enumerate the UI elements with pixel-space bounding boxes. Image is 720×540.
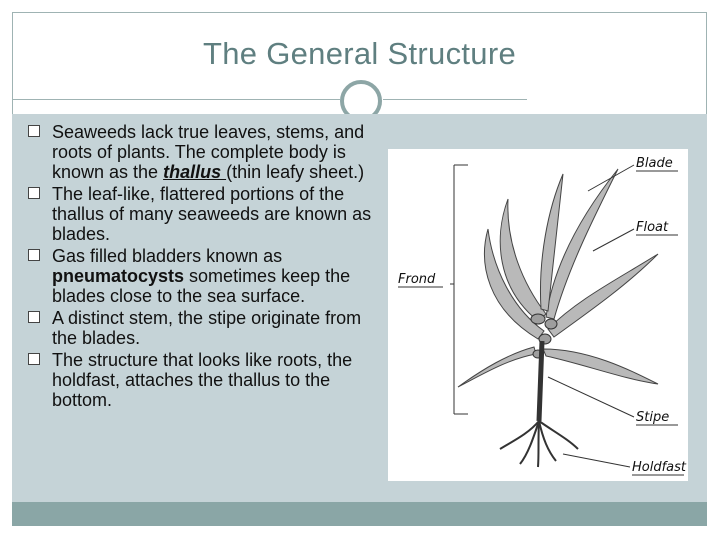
stipe-stalk: [539, 341, 542, 421]
blade-shapes: [458, 169, 658, 387]
frond-bracket: [450, 165, 468, 414]
term-pneumatocysts: pneumatocysts: [52, 266, 185, 286]
bullet-item: A distinct stem, the stipe originate from the blades.: [28, 308, 378, 348]
footer-bar: [12, 502, 707, 526]
label-float: Float: [636, 220, 669, 235]
label-stipe: Stipe: [636, 410, 670, 425]
bullet-item: The leaf-like, flattered portions of the thallus of many seaweeds are known as blades.: [28, 184, 378, 244]
bullet-item: Seaweeds lack true leaves, stems, and roots of plants. The complete body is known as the thallus (thin leafy sheet.): [28, 122, 378, 182]
label-frond: Frond: [398, 272, 436, 287]
slide-title: The General Structure: [203, 36, 516, 71]
label-blade: Blade: [636, 156, 673, 171]
bullet-list: [28, 122, 378, 412]
bullet-item: The structure that looks like roots, the holdfast, attaches the thallus to the bottom.: [28, 350, 378, 410]
bullet-box-icon: [28, 311, 40, 323]
title-divider-right: [383, 99, 527, 100]
bullet-box-icon: [28, 353, 40, 365]
title-divider-left: [12, 99, 340, 100]
holdfast-roots: [500, 421, 578, 467]
bullet-box-icon: [28, 125, 40, 137]
seaweed-diagram: [388, 149, 688, 481]
label-holdfast: Holdfast: [632, 460, 687, 475]
seaweed-illustration: [388, 149, 688, 481]
bullet-box-icon: [28, 187, 40, 199]
term-thallus: thallus: [163, 162, 227, 182]
bullet-box-icon: [28, 249, 40, 261]
bullet-item: Gas filled bladders known as pneumatocysts sometimes keep the blades close to the sea surface.: [28, 246, 378, 306]
